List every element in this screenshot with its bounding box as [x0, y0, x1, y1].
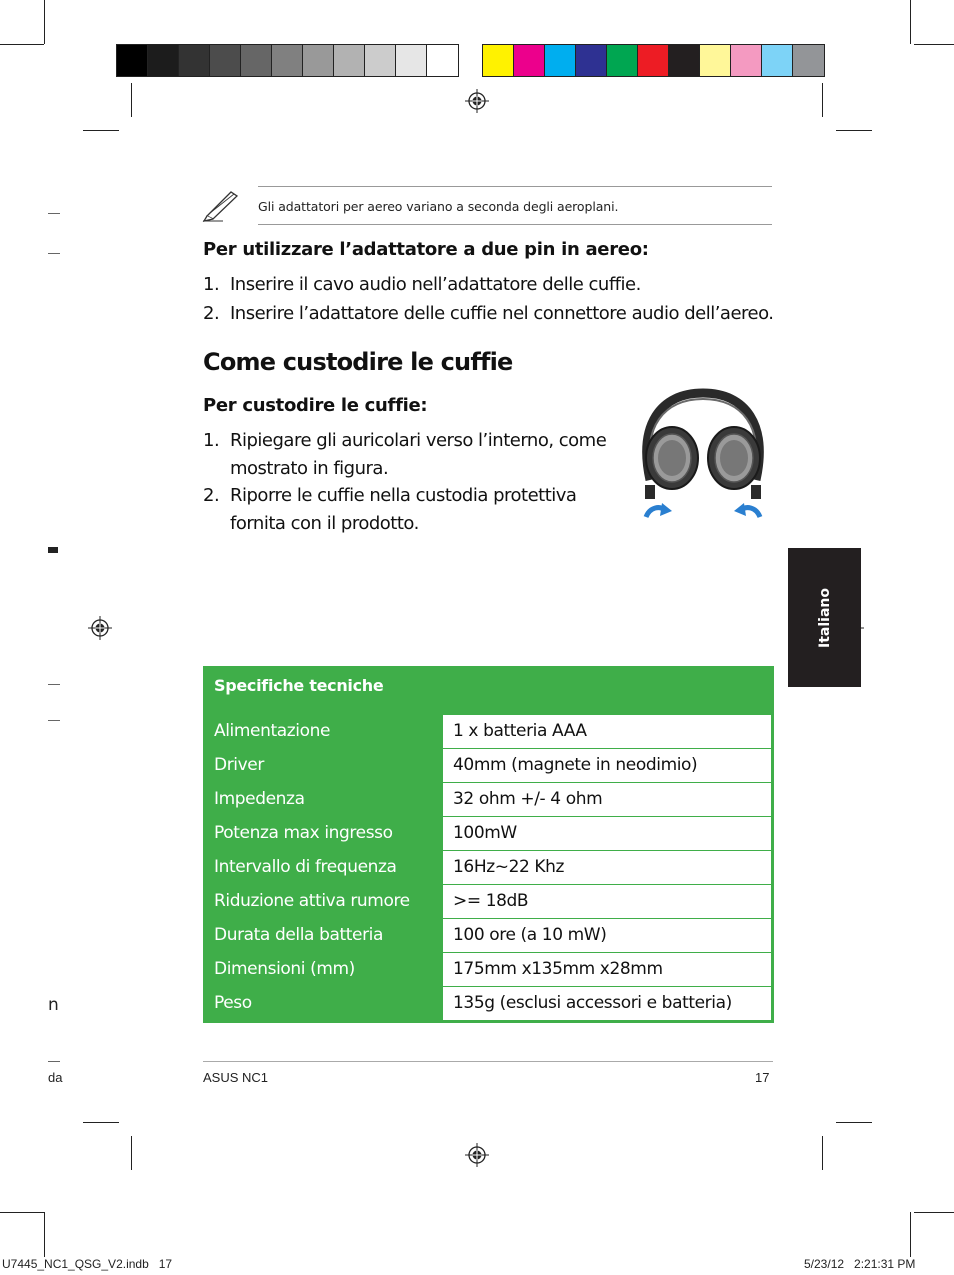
crop-mark — [131, 83, 132, 117]
spec-table-heading: Specifiche tecniche — [214, 676, 384, 695]
spec-value: 100mW — [453, 823, 517, 843]
spec-value-cell — [443, 987, 771, 1020]
color-swatch — [793, 45, 824, 76]
spec-row — [206, 817, 771, 850]
storage-step — [203, 427, 623, 483]
crop-mark — [83, 1122, 119, 1123]
color-swatch — [607, 45, 638, 76]
registration-mark-icon — [88, 616, 112, 640]
color-bar — [482, 44, 825, 77]
airplane-step — [203, 271, 783, 299]
crop-mark — [44, 0, 45, 44]
edge-tick — [48, 547, 58, 553]
crop-mark — [910, 1212, 911, 1257]
crop-mark — [914, 44, 954, 45]
pencil-icon — [201, 186, 243, 222]
spec-row — [206, 919, 771, 952]
spec-label: Durata della batteria — [214, 925, 384, 945]
spec-value-cell — [443, 783, 771, 816]
color-swatch — [638, 45, 669, 76]
color-swatch — [731, 45, 762, 76]
spec-row — [206, 987, 771, 1020]
note-text: Gli adattatori per aereo variano a seconda degli aeroplani. — [258, 199, 619, 214]
step-text: Ripiegare gli auricolari verso l’interno, come — [230, 430, 607, 451]
spec-value-cell — [443, 953, 771, 986]
color-swatch — [427, 45, 458, 76]
footer-rule — [203, 1061, 773, 1062]
color-swatch — [334, 45, 365, 76]
page-number: 17 — [755, 1070, 770, 1085]
language-tab — [788, 548, 861, 687]
color-swatch — [272, 45, 303, 76]
spec-value-cell — [443, 817, 771, 850]
grayscale-bar — [116, 44, 459, 77]
crop-mark — [131, 1136, 132, 1170]
spec-row — [206, 851, 771, 884]
step-text: mostrato in figura. — [230, 458, 389, 479]
step-number: 2. — [203, 485, 220, 506]
spec-value: 32 ohm +/- 4 ohm — [453, 789, 603, 809]
step-number: 1. — [203, 274, 220, 295]
edge-tick — [48, 720, 60, 721]
crop-mark — [822, 83, 823, 117]
crop-mark — [0, 44, 44, 45]
spec-value-cell — [443, 851, 771, 884]
spec-row — [206, 749, 771, 782]
spec-value: 40mm (magnete in neodimio) — [453, 755, 698, 775]
spec-row — [206, 953, 771, 986]
spec-label: Intervallo di frequenza — [214, 857, 397, 877]
folded-headphones-illustration — [630, 385, 776, 525]
color-swatch — [365, 45, 396, 76]
color-swatch — [117, 45, 148, 76]
spec-label: Peso — [214, 993, 252, 1013]
spec-value: 16Hz~22 Khz — [453, 857, 565, 877]
spec-row — [206, 783, 771, 816]
spec-value: >= 18dB — [453, 891, 529, 911]
crop-mark — [836, 1122, 872, 1123]
spec-row — [206, 885, 771, 918]
slug-filename: U7445_NC1_QSG_V2.indb 17 — [2, 1257, 173, 1271]
footer-product: ASUS NC1 — [203, 1070, 269, 1085]
color-swatch — [241, 45, 272, 76]
section-title: Come custodire le cuffie — [203, 348, 513, 376]
note-rule-bottom — [258, 224, 772, 225]
crop-mark — [83, 130, 119, 131]
spec-label: Dimensioni (mm) — [214, 959, 355, 979]
color-swatch — [669, 45, 700, 76]
color-swatch — [514, 45, 545, 76]
crop-mark — [910, 0, 911, 44]
spec-table — [203, 666, 774, 1023]
spec-label: Potenza max ingresso — [214, 823, 393, 843]
step-text: Inserire l’adattatore delle cuffie nel connettore audio dell’aereo. — [230, 303, 774, 324]
spec-label: Driver — [214, 755, 264, 775]
step-text: Inserire il cavo audio nell’adattatore delle cuffie. — [230, 274, 641, 295]
spec-value-cell — [443, 749, 771, 782]
edge-tick — [48, 684, 60, 685]
color-swatch — [148, 45, 179, 76]
spec-value: 1 x batteria AAA — [453, 721, 587, 741]
spec-value: 135g (esclusi accessori e batteria) — [453, 993, 732, 1013]
spec-value-cell — [443, 919, 771, 952]
spec-label: Impedenza — [214, 789, 305, 809]
edge-tick — [48, 1061, 60, 1062]
storage-subheading: Per custodire le cuffie: — [203, 395, 428, 416]
spec-value: 100 ore (a 10 mW) — [453, 925, 607, 945]
step-number: 1. — [203, 430, 220, 451]
spec-label: Alimentazione — [214, 721, 331, 741]
registration-mark-icon — [465, 89, 489, 113]
spec-value-cell — [443, 885, 771, 918]
color-swatch — [483, 45, 514, 76]
step-text: fornita con il prodotto. — [230, 513, 419, 534]
color-swatch — [700, 45, 731, 76]
footer-fragment: da — [48, 1070, 63, 1085]
edge-tick — [48, 253, 60, 254]
slug-timestamp: 5/23/12 2:21:31 PM — [804, 1257, 916, 1271]
step-text: Riporre le cuffie nella custodia protettiva — [230, 485, 577, 506]
spec-value: 175mm x135mm x28mm — [453, 959, 663, 979]
spec-row — [206, 715, 771, 748]
crop-mark — [822, 1136, 823, 1170]
color-swatch — [576, 45, 607, 76]
color-swatch — [545, 45, 576, 76]
step-number: 2. — [203, 303, 220, 324]
crop-mark — [914, 1212, 954, 1213]
airplane-step — [203, 300, 783, 328]
edge-tick — [48, 213, 60, 214]
crop-mark — [836, 130, 872, 131]
spec-label: Riduzione attiva rumore — [214, 891, 410, 911]
color-swatch — [179, 45, 210, 76]
registration-mark-icon — [465, 1143, 489, 1167]
color-swatch — [303, 45, 334, 76]
crop-mark — [0, 1212, 44, 1213]
color-swatch — [762, 45, 793, 76]
color-swatch — [396, 45, 427, 76]
spec-value-cell — [443, 715, 771, 748]
color-swatch — [210, 45, 241, 76]
note-rule-top — [258, 186, 772, 187]
language-tab-label: Italiano — [816, 587, 833, 648]
airplane-heading: Per utilizzare l’adattatore a due pin in aereo: — [203, 239, 649, 260]
crop-mark — [44, 1212, 45, 1257]
edge-fragment: n — [48, 995, 59, 1015]
storage-step — [203, 482, 623, 538]
